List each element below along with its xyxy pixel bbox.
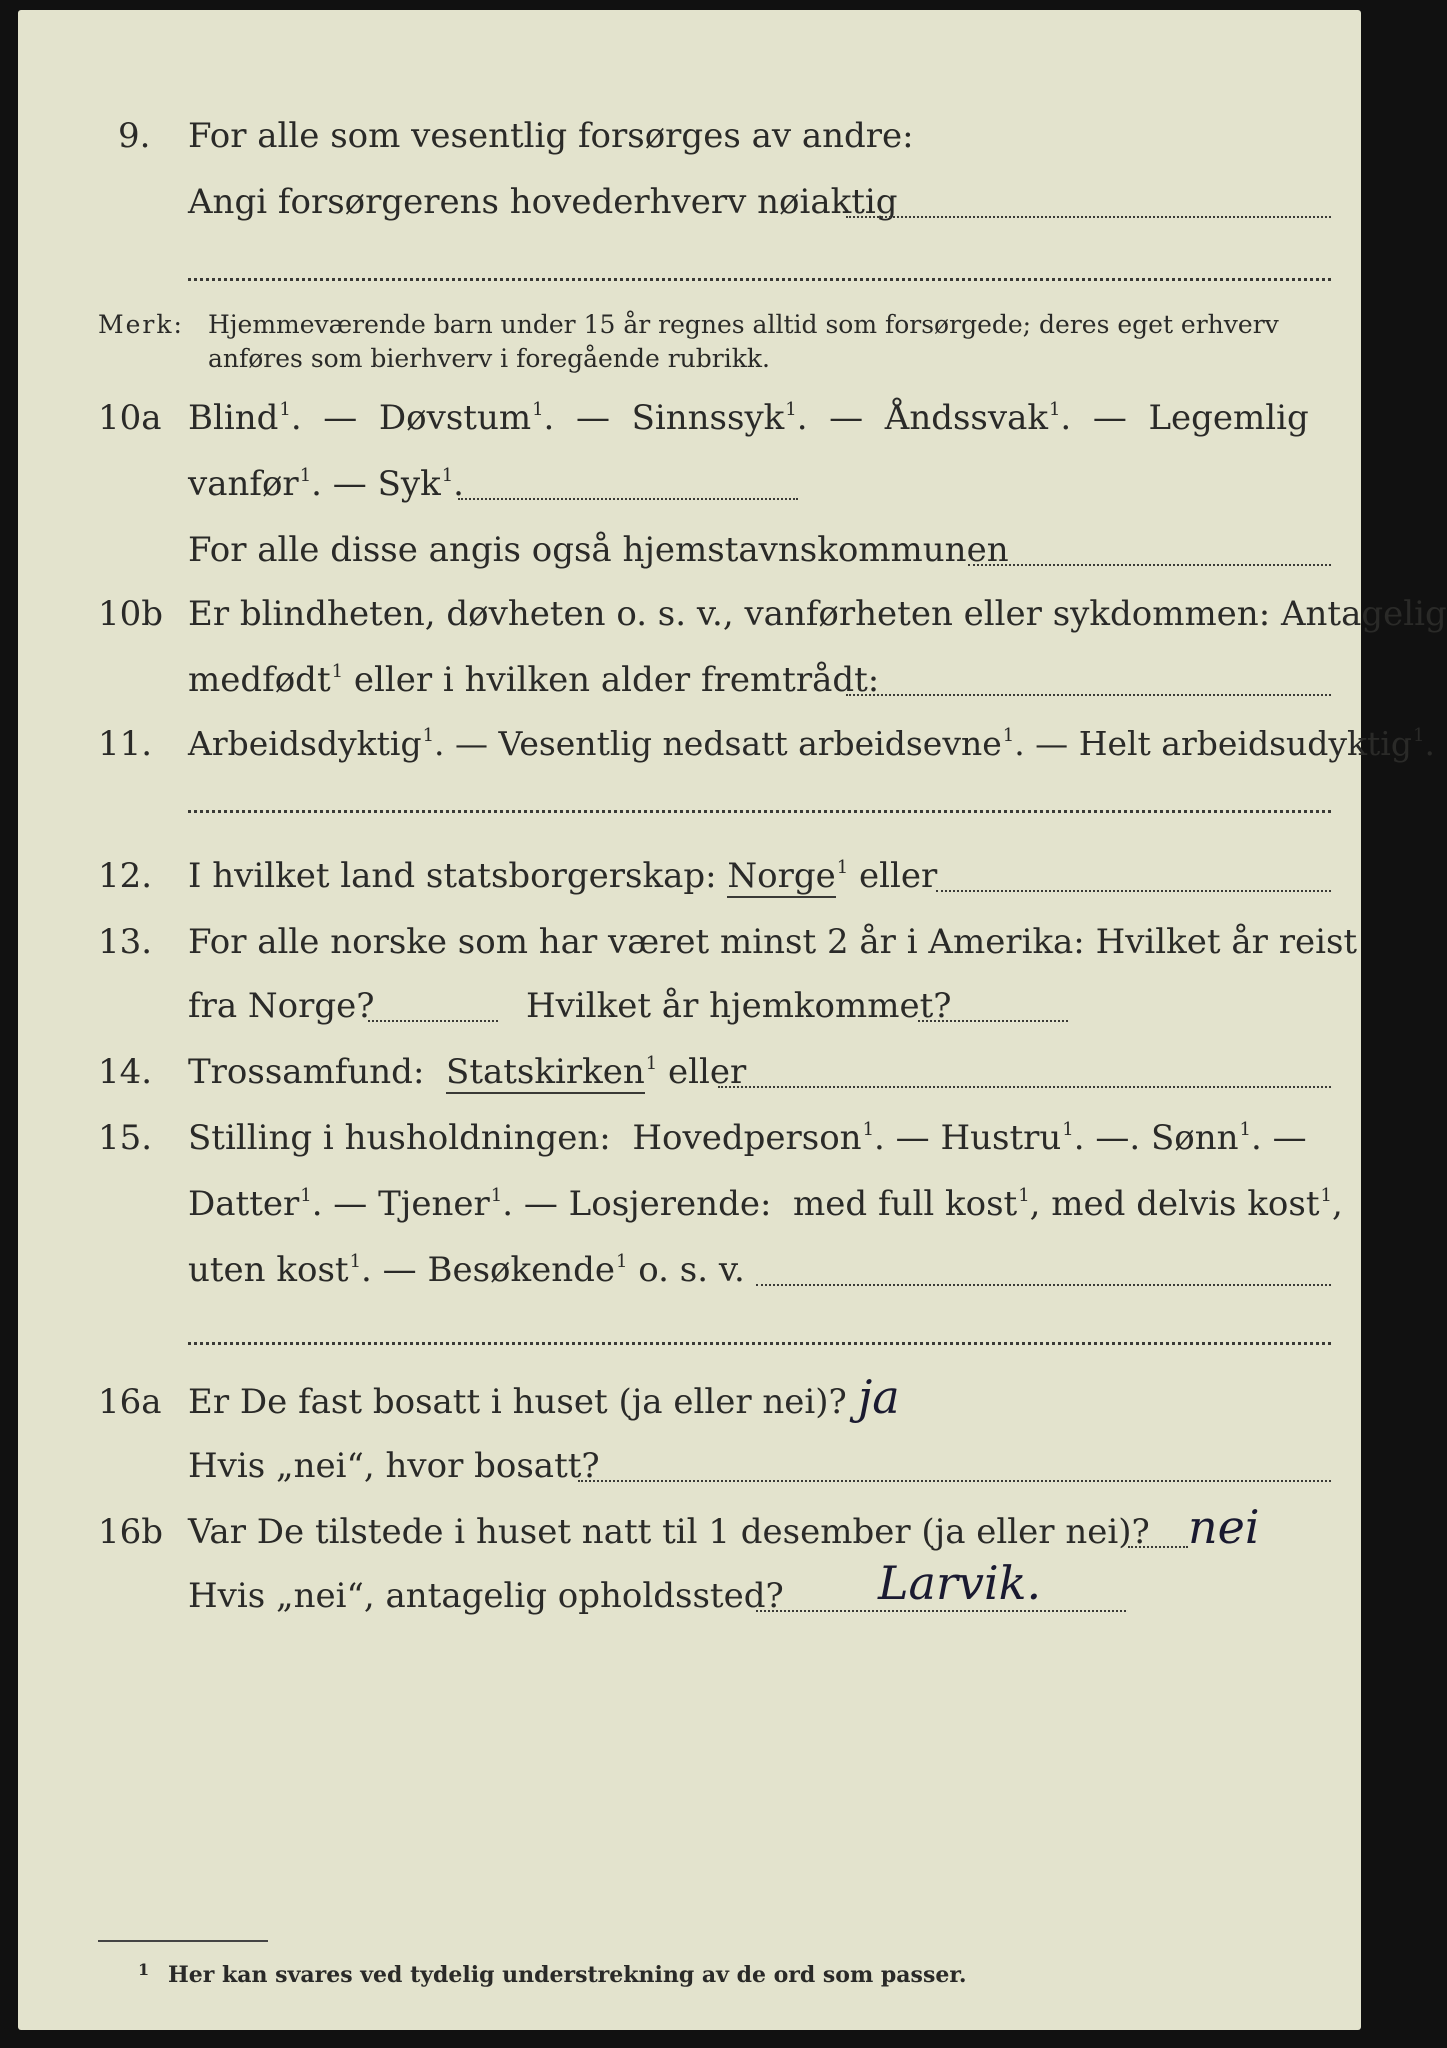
q13-line1: For alle norske som har været minst 2 år i Amerika: Hvilket år reist [188, 922, 1358, 962]
q16b-answer-line[interactable] [1128, 1544, 1188, 1548]
merk-line2: anføres som bierhverv i foregående rubrikk. [208, 344, 770, 373]
q13-line2b: Hvilket år hjemkommet? [526, 986, 952, 1026]
q14-number: 14. [98, 1052, 153, 1092]
q10a-line3: For alle disse angis også hjemstavnskommunen [188, 530, 1009, 570]
q10b-line2: medfødt$^1$ eller i hvilken alder fremtrådt: [188, 660, 880, 700]
q9-line2: Angi forsørgerens hovederhverv nøiaktig [188, 182, 898, 222]
q12-answer-line[interactable] [936, 888, 1331, 892]
q12-line1: I hvilket land statsborgerskap: Norge$^1$ eller [188, 856, 938, 896]
q13-hjemkommet-answer-line[interactable] [918, 1018, 1068, 1022]
q9-line1: For alle som vesentlig forsørges av andre: [188, 116, 914, 156]
q10a-line2: vanfør$^1$. — Syk$^1$. [188, 464, 464, 504]
q9-number: 9. [118, 116, 151, 156]
q12-number: 12. [98, 856, 153, 896]
footnote-text: Her kan svares ved tydelig understrekning av de ord som passer. [168, 1962, 967, 1988]
form-sheet [18, 10, 1447, 2030]
q16b-line2: Hvis „nei“, antagelig opholdssted? [188, 1576, 784, 1616]
q10a-line1: Blind$^1$. — Døvstum$^1$. — Sinnssyk$^1$. — Åndssvak$^1$. — Legemlig [188, 398, 1309, 438]
q9-answer-line-2[interactable] [188, 278, 1331, 281]
q15-answer-line[interactable] [756, 1282, 1331, 1286]
q15-line3: uten kost$^1$. — Besøkende$^1$ o. s. v. [188, 1250, 745, 1290]
q16a-line2: Hvis „nei“, hvor bosatt? [188, 1446, 600, 1486]
q13-line2a: fra Norge? [188, 986, 375, 1026]
q9-answer-line[interactable] [846, 214, 1331, 218]
q16b-answer-larvik[interactable]: Larvik. [878, 1556, 1042, 1610]
footnote-mark: 1 [138, 1960, 150, 1979]
q15-line2: Datter$^1$. — Tjener$^1$. — Losjerende: med full kost$^1$, med delvis kost$^1$, [188, 1184, 1343, 1224]
q10a-syk-answer-line[interactable] [458, 496, 798, 500]
q10b-number: 10b [98, 594, 164, 634]
q13-number: 13. [98, 922, 153, 962]
merk-label: Merk: [98, 310, 184, 339]
q16a-line1: Er De fast bosatt i huset (ja eller nei)? [188, 1382, 847, 1422]
q10a-kommune-answer-line[interactable] [968, 562, 1331, 566]
q14-answer-line[interactable] [718, 1084, 1331, 1088]
merk-line1: Hjemmeværende barn under 15 år regnes alltid som forsørgede; deres eget erhverv [208, 310, 1279, 339]
q14-line1: Trossamfund: Statskirken$^1$ eller [188, 1052, 747, 1092]
q15-number: 15. [98, 1118, 153, 1158]
q16a-number: 16a [98, 1382, 162, 1422]
q15-answer-line-2[interactable] [188, 1342, 1331, 1345]
q10a-number: 10a [98, 398, 162, 438]
q15-line1: Stilling i husholdningen: Hovedperson$^1$. — Hustru$^1$. —. Sønn$^1$. — [188, 1118, 1307, 1158]
footnote-rule [98, 1940, 268, 1942]
q16a-answer-ja[interactable]: ja [858, 1370, 900, 1424]
q11-answer-line[interactable] [188, 810, 1331, 813]
q11-line1: Arbeidsdyktig$^1$. — Vesentlig nedsatt arbeidsevne$^1$. — Helt arbeidsudyktig$^1$. [188, 724, 1435, 763]
q10b-line1: Er blindheten, døvheten o. s. v., vanførheten eller sykdommen: Antagelig [188, 594, 1447, 634]
q10b-answer-line[interactable] [846, 692, 1331, 696]
q16a-bosatt-answer-line[interactable] [578, 1478, 1331, 1482]
q11-number: 11. [98, 724, 153, 764]
q16b-line1: Var De tilstede i huset natt til 1 desember (ja eller nei)? [188, 1512, 1150, 1552]
q16b-number: 16b [98, 1512, 164, 1552]
q13-reist-answer-line[interactable] [368, 1018, 498, 1022]
q16b-answer-nei[interactable]: nei [1188, 1500, 1260, 1554]
